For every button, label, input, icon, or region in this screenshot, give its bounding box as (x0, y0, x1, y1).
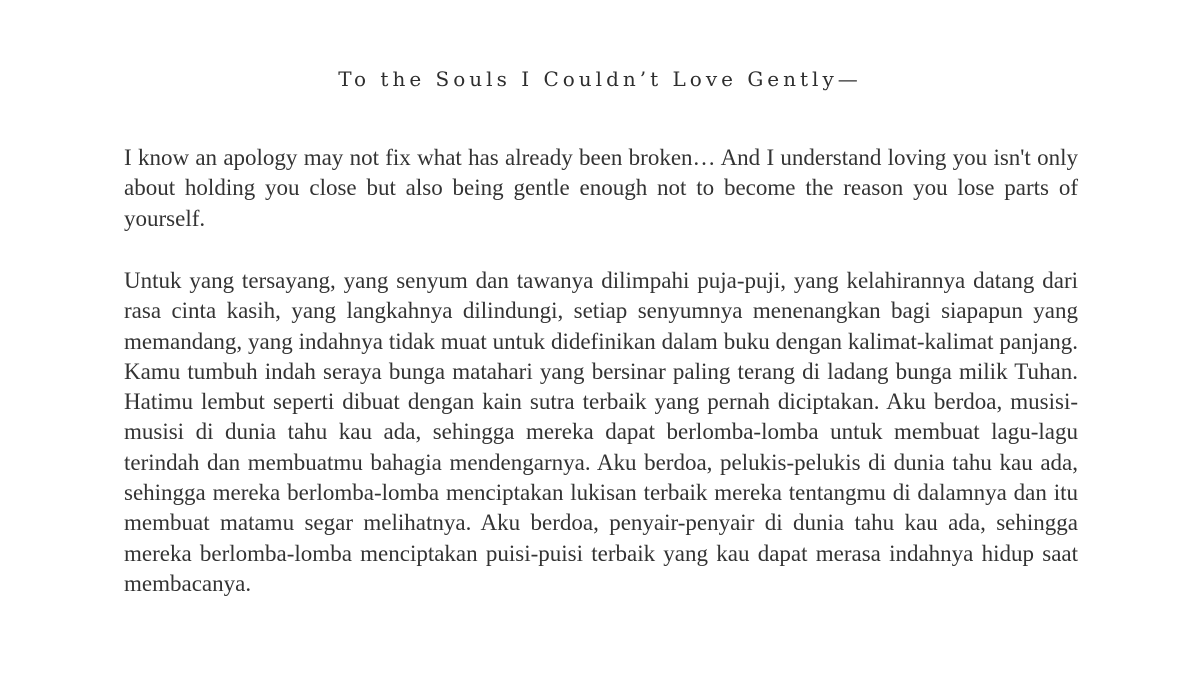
letter-title: To the Souls I Couldn’t Love Gently— (338, 67, 862, 91)
paragraph-english: I know an apology may not fix what has already been broken… And I understand loving you isn't only about holding you close but also being gentle enough not to become the reason you lose parts of yourself. (124, 145, 1078, 231)
paragraph-indonesian: Untuk yang tersayang, yang senyum dan tawanya dilimpahi puja-puji, yang kelahirannya datang dari rasa cinta kasih, yang langkahnya dilindungi, setiap senyumnya menenangkan bagi siapapun yang memandang, yang indahnya tidak muat untuk didefinikan dalam buku dengan kalimat-kalimat panjang. Kamu tumbuh indah seraya bunga matahari yang bersinar paling terang di ladang bunga milik Tuhan. Hatimu lembut seperti dibuat dengan kain sutra terbaik yang pernah diciptakan. Aku berdoa, musisi-musisi di dunia tahu kau ada, sehingga mereka dapat berlomba-lomba untuk membuat lagu-lagu terindah dan membuatmu bahagia mendengarnya. Aku berdoa, pelukis-pelukis di dunia tahu kau ada, sehingga mereka berlomba-lomba menciptakan lukisan terbaik mereka tentangmu di dalamnya dan itu membuat matamu segar melihatnya. Aku berdoa, penyair-penyair di dunia tahu kau ada, sehingga mereka berlomba-lomba menciptakan puisi-puisi terbaik yang kau dapat merasa indahnya hidup saat membacanya. (124, 268, 1078, 596)
